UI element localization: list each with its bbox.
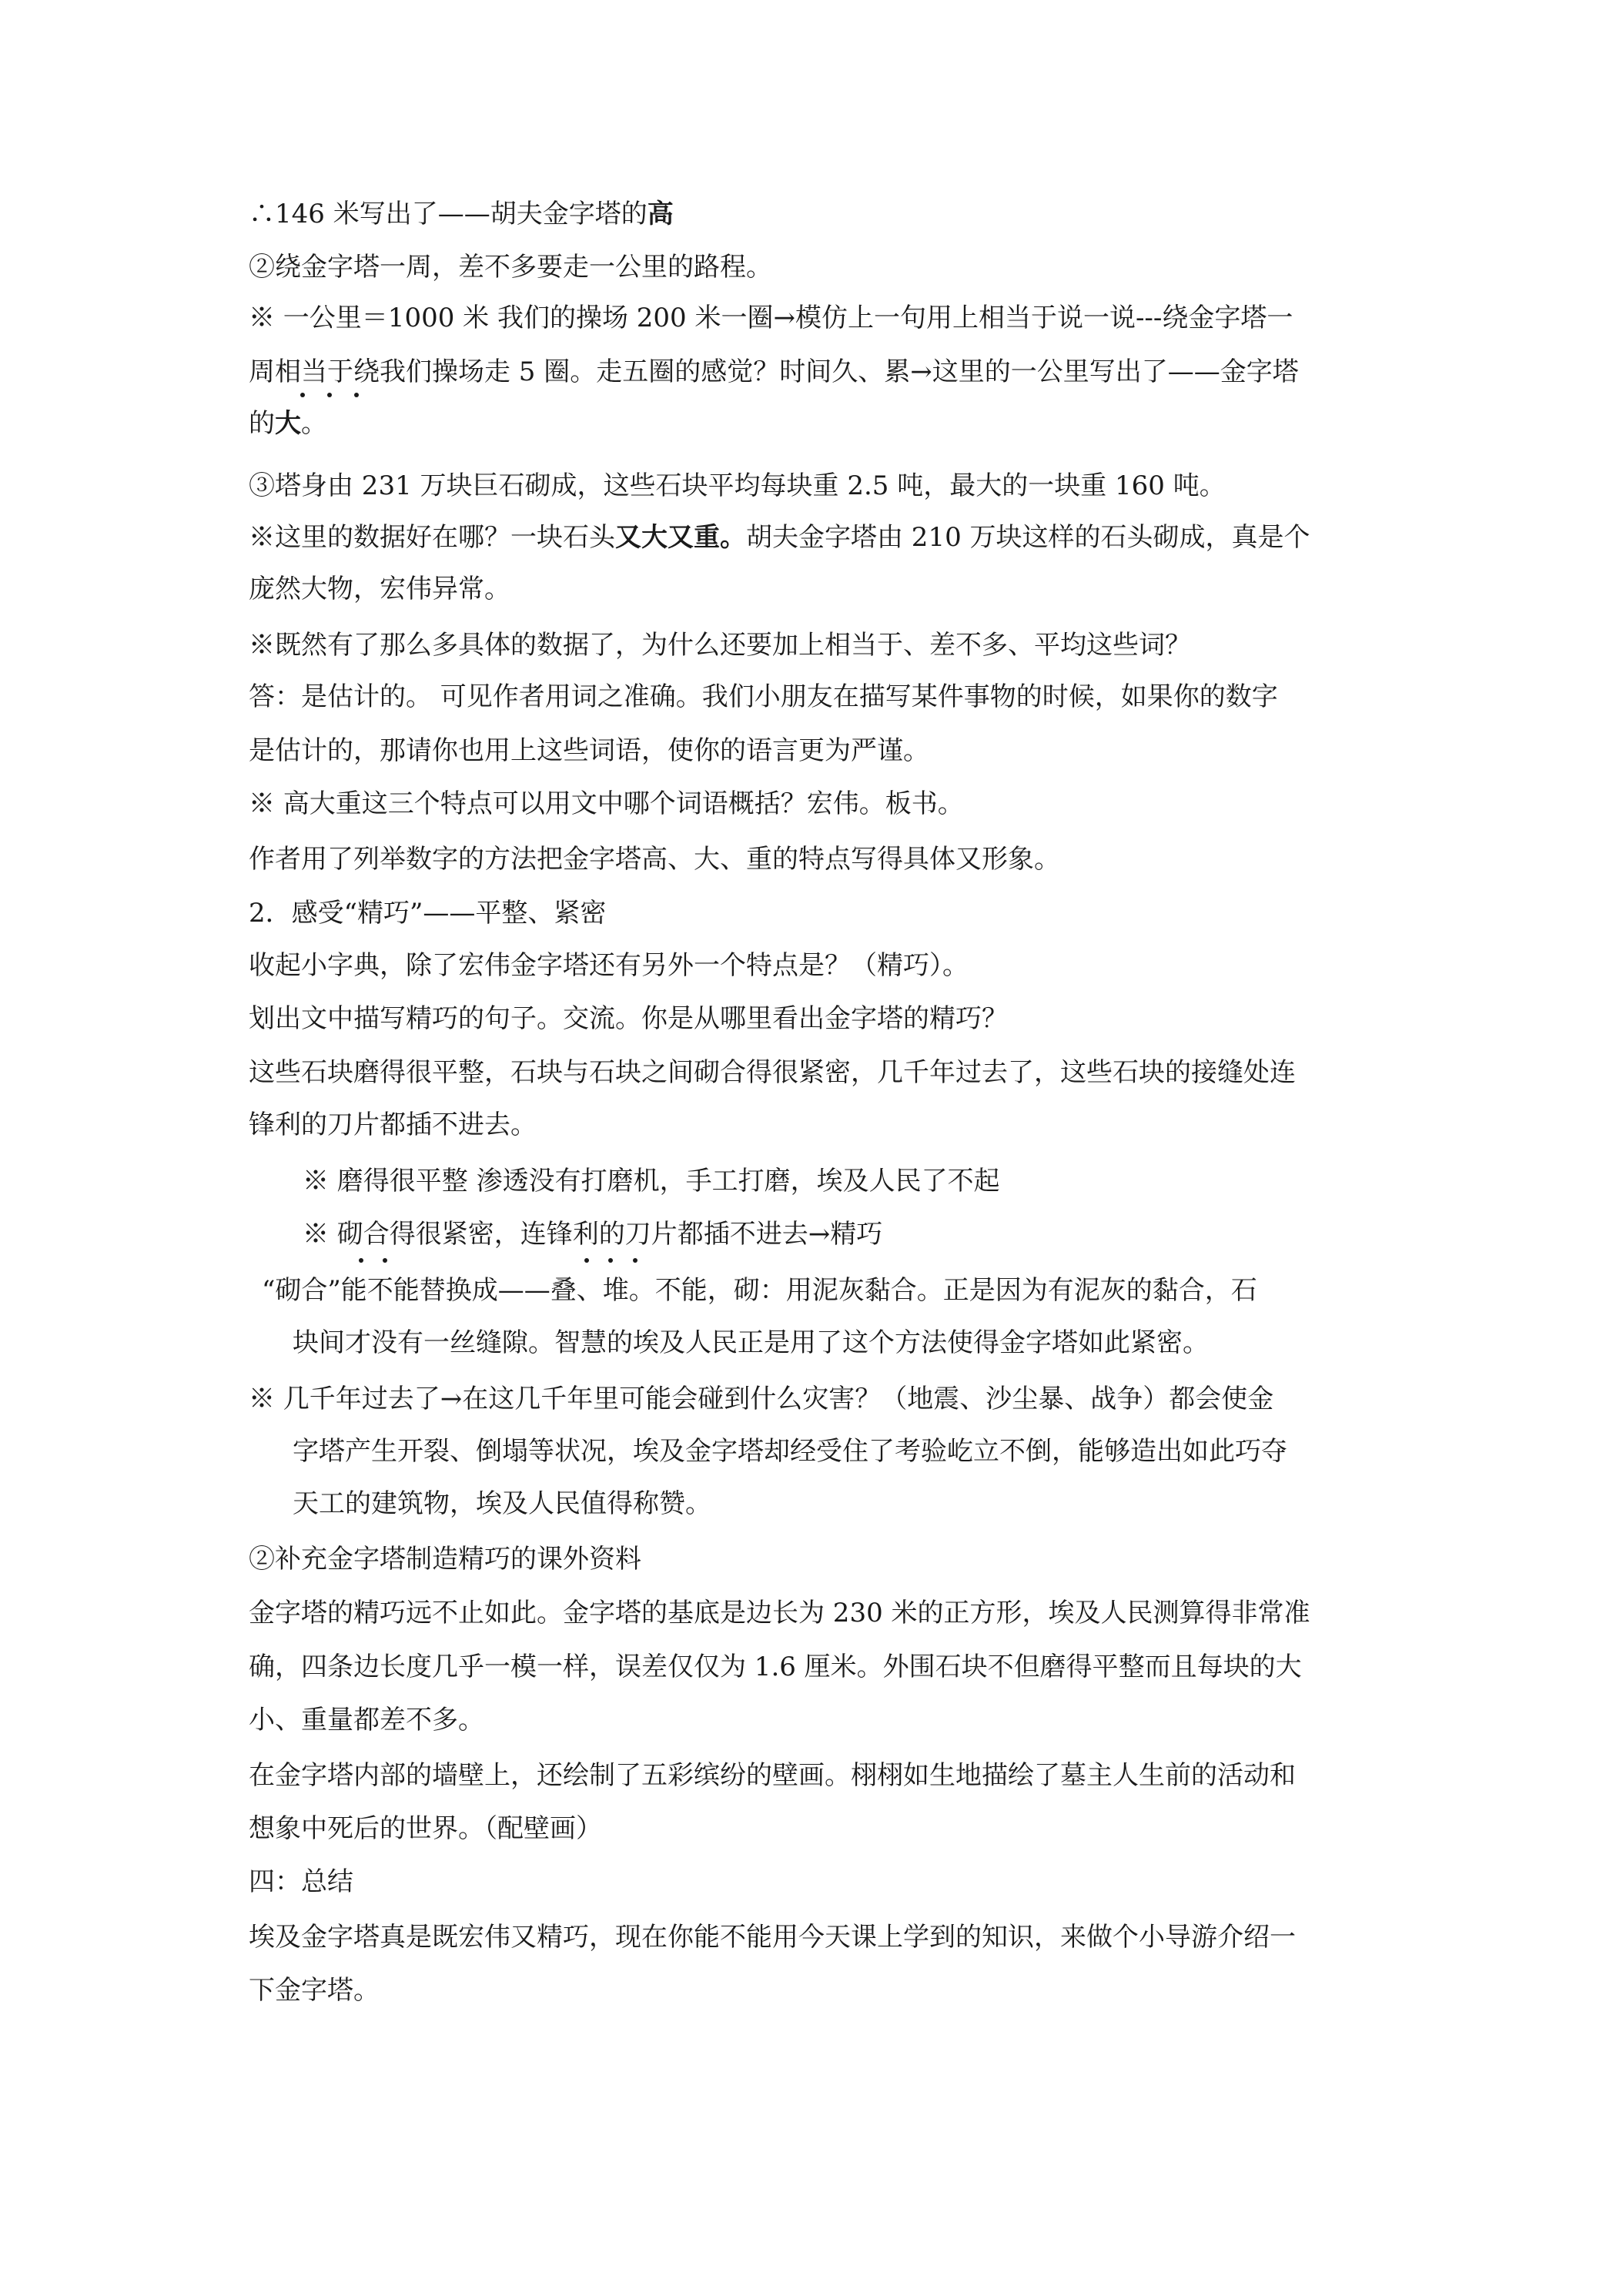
emphasis-dot [300, 393, 305, 397]
text-segment: ※ 砌合得很紧密，连锋利的刀片都插不进去→精巧 [303, 1219, 883, 1250]
text-segment: 2．感受“精巧”——平整、紧密 [249, 898, 607, 929]
text-line [249, 630, 1191, 661]
text-line [249, 356, 1299, 387]
text-segment: 埃及金字塔真是既宏伟又精巧，现在你能不能用今天课上学到的知识，来做个小导游介绍一 [249, 1922, 1296, 1953]
text-segment: 这些石块磨得很平整，石块与石块之间砌合得很紧密，几千年过去了，这些石块的接缝处连 [249, 1057, 1296, 1088]
text-line [249, 950, 969, 981]
text-line [249, 788, 964, 819]
text-segment: 锋利的刀片都插不进去。 [249, 1110, 537, 1140]
text-segment: 的 [249, 408, 275, 439]
text-line [249, 1866, 353, 1897]
text-segment: ※既然有了那么多具体的数据了，为什么还要加上相当于、差不多、平均这些词？ [249, 630, 1191, 661]
text-line [249, 1652, 1302, 1682]
text-line [262, 1275, 1257, 1306]
text-line [249, 681, 1278, 712]
text-segment: 字塔产生开裂、倒塌等状况，埃及金字塔却经受住了考验屹立不倒，能够造出如此巧夺 [293, 1436, 1287, 1467]
text-segment: 庞然大物，宏伟异常。 [249, 574, 510, 604]
text-segment: 答：是估计的。 可见作者用词之准确。我们小朋友在描写某件事物的时候，如果你的数字 [249, 681, 1278, 712]
text-line [303, 1219, 882, 1250]
text-line [249, 574, 510, 604]
text-segment: 划出文中描写精巧的句子。交流。你是从哪里看出金字塔的精巧？ [249, 1003, 1008, 1034]
text-line [249, 1544, 641, 1575]
text-segment: ※这里的数据好在哪？一块石头 [249, 522, 615, 553]
text-line [249, 303, 1293, 333]
text-segment: ③塔身由 231 万块巨石砌成，这些石块平均每块重 2.5 吨，最大的一块重 160 吨。 [249, 470, 1226, 501]
text-segment: 收起小字典，除了宏伟金字塔还有另外一个特点是？（精巧）。 [249, 950, 969, 981]
text-segment: 是估计的，那请你也用上这些词语，使你的语言更为严谨。 [249, 735, 929, 766]
text-segment: 确，四条边长度几乎一模一样，误差仅仅为 1.6 厘米。外围石块不但磨得平整而且每块的大 [249, 1652, 1302, 1682]
text-line [293, 1436, 1287, 1467]
text-line [249, 1384, 1273, 1414]
emphasis-dot [354, 393, 359, 397]
text-line [249, 844, 1060, 875]
text-line [249, 1057, 1296, 1088]
emphasis-dot [383, 1258, 387, 1263]
text-line [249, 1975, 380, 2006]
text-segment: 天工的建筑物，埃及人民值得称赞。 [293, 1488, 711, 1519]
text-segment: 胡夫金字塔由 210 万块这样的石头砌成，真是个 [746, 522, 1310, 553]
text-line [249, 199, 674, 229]
text-line [249, 735, 929, 766]
text-line [249, 898, 606, 929]
text-segment: 。 [301, 408, 327, 439]
text-line [249, 470, 1226, 501]
text-line [249, 1922, 1296, 1953]
text-line [249, 1813, 602, 1844]
text-segment: ※ 磨得很平整 渗透没有打磨机，手工打磨，埃及人民了不起 [303, 1166, 1000, 1197]
text-segment: ②绕金字塔一周，差不多要走一公里的路程。 [249, 252, 772, 283]
text-line [249, 1110, 537, 1140]
text-segment: 作者用了列举数字的方法把金字塔高、大、重的特点写得具体又形象。 [249, 844, 1060, 875]
text-segment: 想象中死后的世界。（配壁画） [249, 1813, 602, 1844]
text-line [293, 1488, 711, 1519]
text-segment: 块间才没有一丝缝隙。智慧的埃及人民正是用了这个方法使得金字塔如此紧密。 [293, 1327, 1209, 1358]
text-line [249, 1760, 1296, 1791]
text-line [293, 1327, 1209, 1358]
text-segment: 周相当于绕我们操场走 5 圈。走五圈的感觉？时间久、累→这里的一公里写出了——金字塔 [249, 356, 1299, 387]
text-line [249, 1598, 1310, 1628]
text-segment: ※ 高大重这三个特点可以用文中哪个词语概括？宏伟。板书。 [249, 788, 964, 819]
emphasis-dot [327, 393, 332, 397]
text-line [249, 1003, 1008, 1034]
text-line [249, 252, 772, 283]
bold-emphasis: 高 [647, 199, 674, 229]
text-line [249, 408, 327, 439]
text-segment: 小、重量都差不多。 [249, 1705, 484, 1735]
text-line [249, 522, 1310, 553]
text-segment: ②补充金字塔制造精巧的课外资料 [249, 1544, 641, 1575]
text-line [249, 1705, 484, 1735]
bold-emphasis: 又大又重。 [615, 522, 746, 553]
text-segment: “砌合”能不能替换成——叠、堆。不能，砌：用泥灰黏合。正是因为有泥灰的黏合，石 [262, 1275, 1257, 1306]
text-segment: 下金字塔。 [249, 1975, 380, 2006]
text-segment: ∴146 米写出了——胡夫金字塔的 [249, 199, 648, 229]
text-segment: ※ 一公里＝1000 米 我们的操场 200 米一圈→模仿上一句用上相当于说一说---绕金字塔一 [249, 303, 1293, 333]
text-segment: 在金字塔内部的墙壁上，还绘制了五彩缤纷的壁画。栩栩如生地描绘了墓主人生前的活动和 [249, 1760, 1296, 1791]
bold-emphasis: 大 [275, 408, 301, 439]
emphasis-dot [584, 1258, 589, 1263]
emphasis-dot [359, 1258, 363, 1263]
text-segment: 金字塔的精巧远不止如此。金字塔的基底是边长为 230 米的正方形，埃及人民测算得非常准 [249, 1598, 1310, 1628]
emphasis-dot [633, 1258, 637, 1263]
emphasis-dot [608, 1258, 613, 1263]
text-segment: 四：总结 [249, 1866, 353, 1897]
text-line [303, 1166, 1000, 1197]
text-segment: ※ 几千年过去了→在这几千年里可能会碰到什么灾害？（地震、沙尘暴、战争）都会使金 [249, 1384, 1274, 1414]
